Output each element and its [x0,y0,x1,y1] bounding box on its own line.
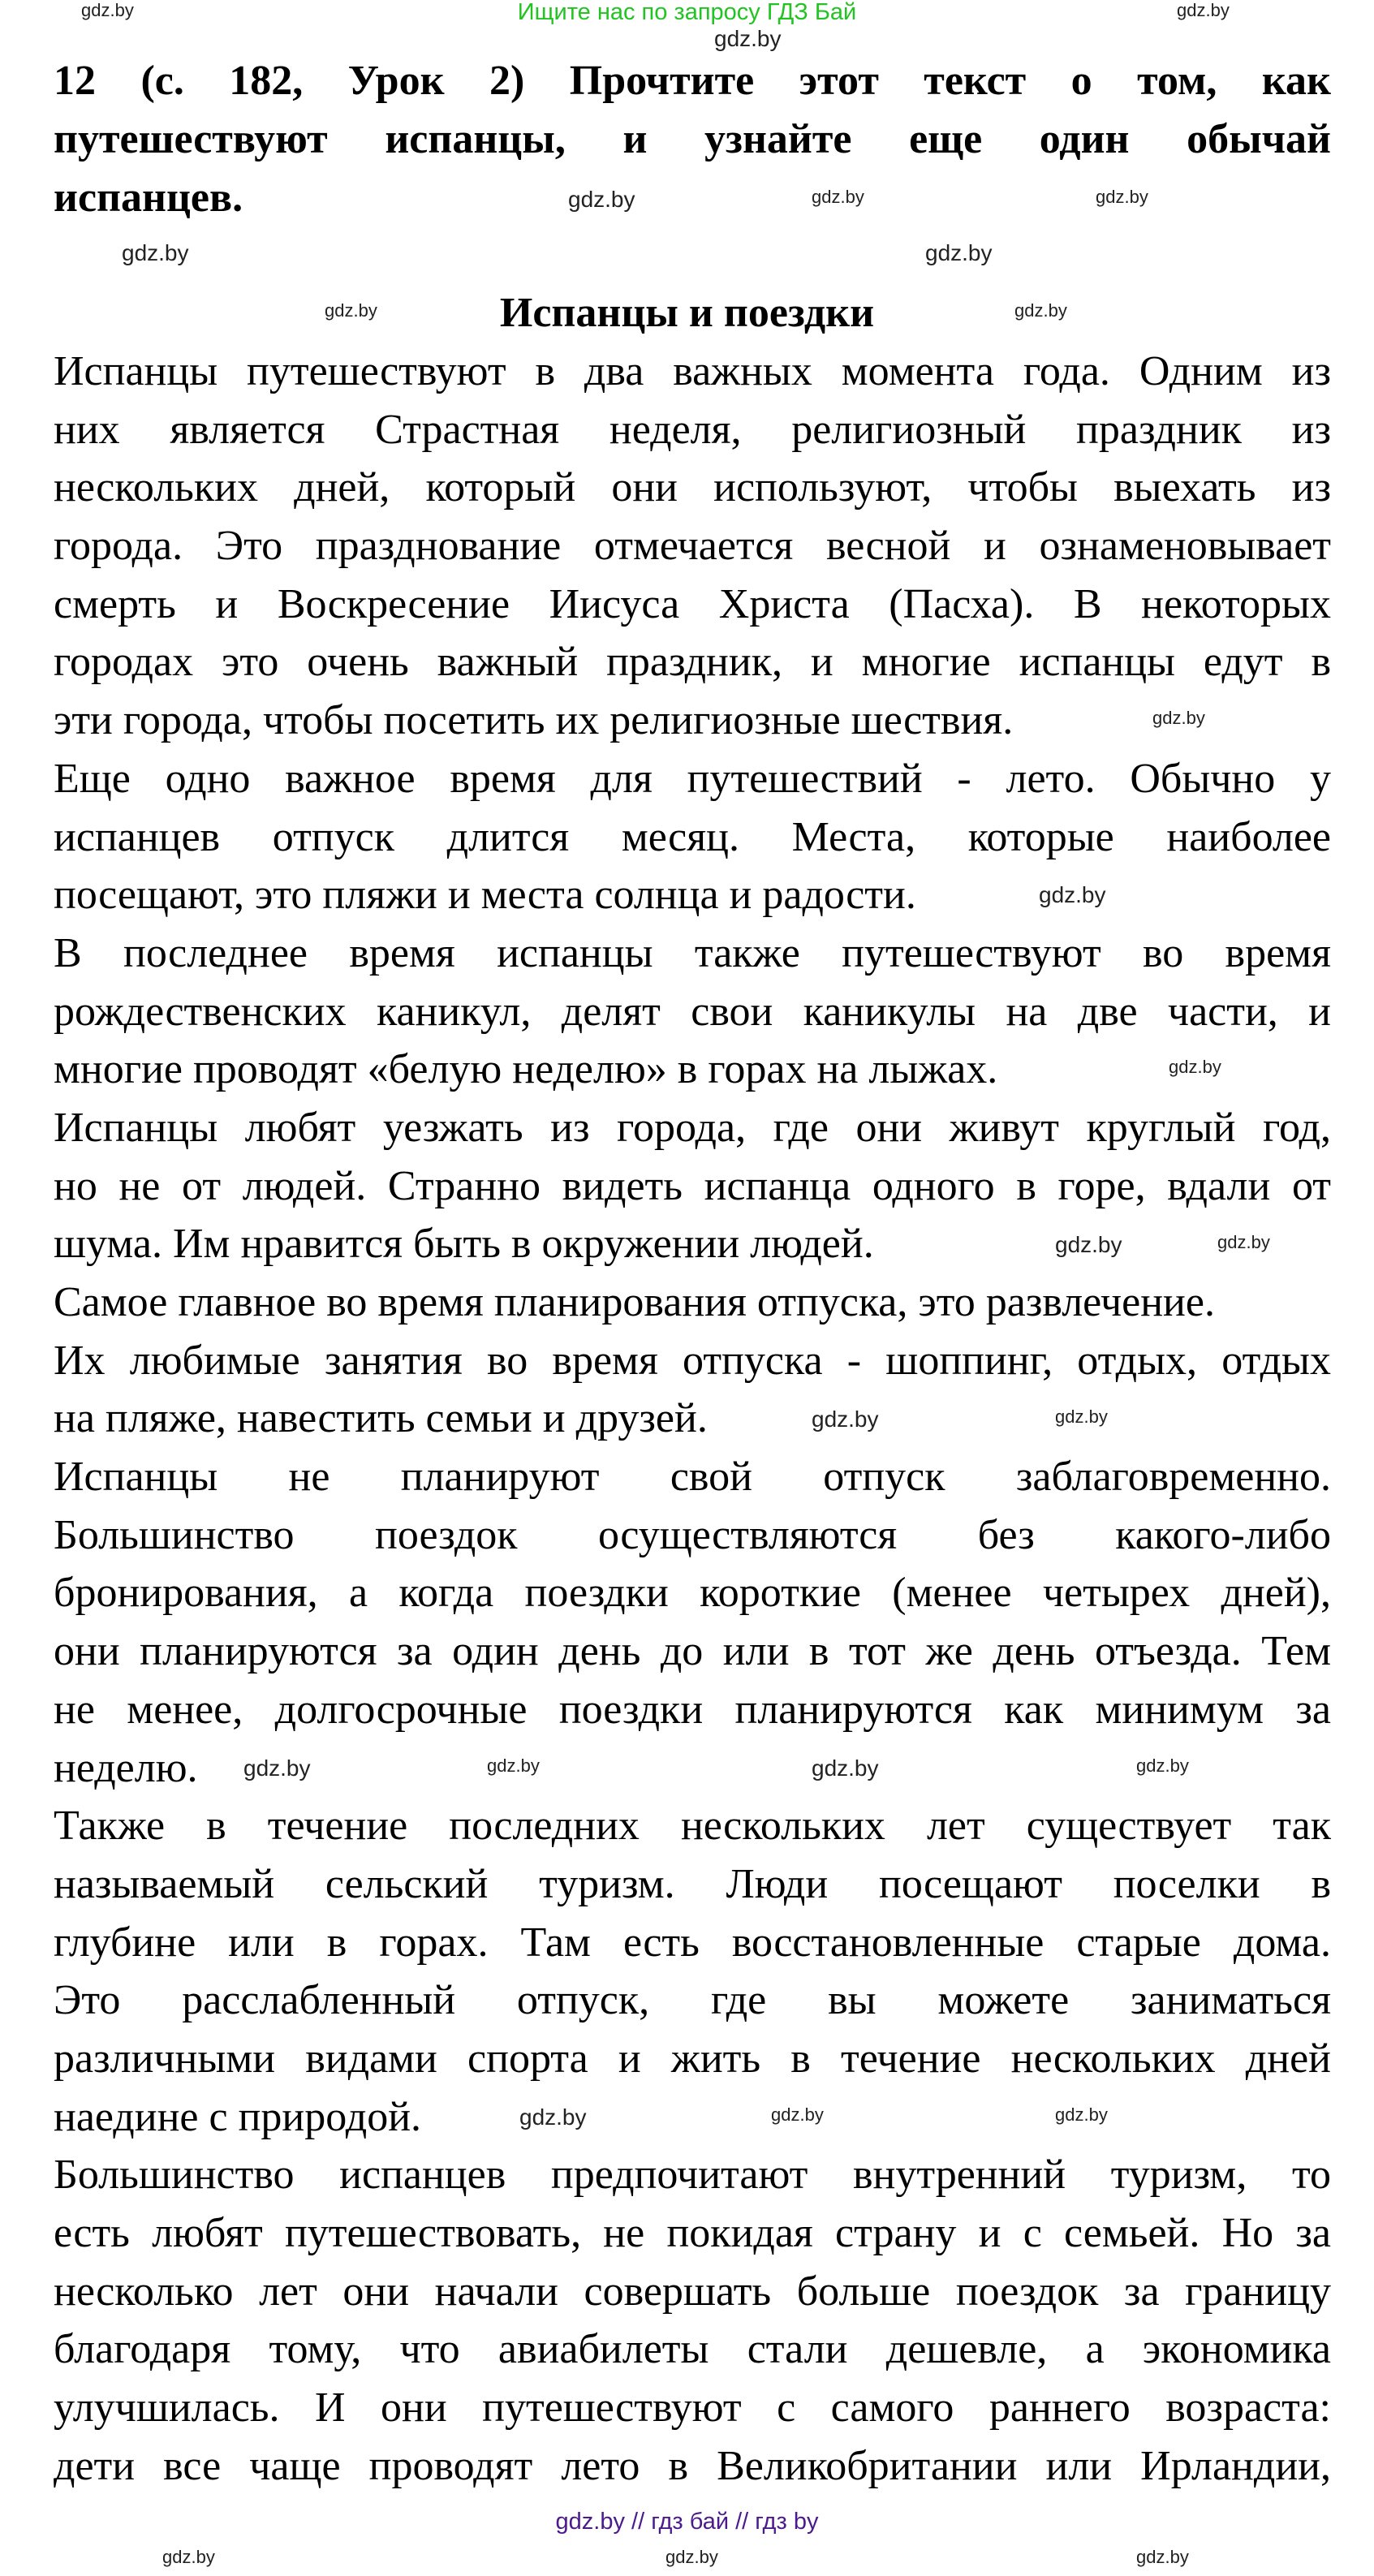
text-line: шума. Им нравится быть в окружении людей. [54,1221,874,1268]
text-line: Их любимые занятия во время отпуска - шоппинг, отдых, отдых [54,1337,1331,1384]
text-line: бронирования, а когда поездки короткие (менее четырех дней), [54,1570,1331,1617]
watermark: gdz.by [925,240,993,265]
watermark: gdz.by [325,300,377,321]
watermark: gdz.by [714,26,782,51]
text-line: Это расслабленный отпуск, где вы можете заниматься [54,1977,1331,2024]
watermark: gdz.by [1014,300,1067,321]
task-title-line: 12 (с. 182, Урок 2) Прочтите этот текст о том, как [54,58,1331,104]
text-line: различными видами спорта и жить в течение нескольких дней [54,2035,1331,2082]
watermark: gdz.by [1136,1755,1189,1776]
text-line: дети все чаще проводят лето в Великобритании или Ирландии, [54,2442,1331,2489]
text-line: эти города, чтобы посетить их религиозные шествия. [54,697,1014,744]
text-line: В последнее время испанцы также путешествуют во время [54,929,1331,976]
watermark: gdz.by [1136,2547,1189,2567]
text-line: неделю. [54,1744,198,1791]
text-line: не менее, долгосрочные поездки планируются как минимум за [54,1686,1331,1733]
footer-links[interactable]: gdz.by // гдз бай // гдз by [555,2509,819,2535]
watermark: gdz.by [1055,1406,1108,1427]
text-line: рождественских каникул, делят свои каникулы на две части, и [54,988,1331,1035]
watermark: gdz.by [771,2104,824,2125]
watermark: gdz.by [1217,1232,1270,1252]
watermark: gdz.by [1096,187,1148,207]
watermark: gdz.by [81,0,134,20]
watermark: gdz.by [1177,0,1230,20]
text-line: несколько лет они начали совершать больше поездок за границу [54,2268,1331,2315]
watermark: gdz.by [1055,2104,1108,2125]
watermark: gdz.by [122,240,189,265]
watermark: gdz.by [1169,1057,1221,1077]
watermark: gdz.by [162,2547,215,2567]
text-heading: Испанцы и поездки [499,290,875,336]
task-title-line: путешествуют испанцы, и узнайте еще один обычай [54,116,1331,162]
text-line: многие проводят «белую неделю» в горах на лыжах. [54,1046,998,1093]
task-title-line: испанцев. [54,174,243,221]
watermark: gdz.by [1039,882,1106,907]
text-line: посещают, это пляжи и места солнца и радости. [54,872,916,919]
text-line: нескольких дней, который они используют, чтобы выехать из [54,464,1331,511]
text-line: глубине или в горах. Там есть восстановленные старые дома. [54,1919,1331,1966]
watermark: gdz.by [487,1755,540,1776]
text-line: Большинство поездок осуществляются без какого-либо [54,1511,1331,1558]
text-line: Испанцы не планируют свой отпуск заблаговременно. [54,1454,1331,1501]
text-body [54,342,1331,2495]
search-hint-banner: Ищите нас по запросу ГДЗ Бай [517,0,857,25]
watermark: gdz.by [1152,708,1205,728]
text-line: городах это очень важный праздник, и многие испанцы едут в [54,639,1331,686]
watermark: gdz.by [519,2104,587,2130]
text-line: улучшилась. И они путешествуют с самого раннего возраста: [54,2384,1331,2432]
text-line: есть любят путешествовать, не покидая страну и с семьей. Но за [54,2210,1331,2256]
text-line: города. Это празднование отмечается весной и ознаменовывает [54,523,1331,570]
watermark: gdz.by [812,1755,879,1781]
text-line: Большинство испанцев предпочитают внутренний туризм, то [54,2152,1331,2199]
text-line: смерть и Воскресение Иисуса Христа (Пасха). В некоторых [54,580,1331,627]
text-line: но не от людей. Странно видеть испанца одного в горе, вдали от [54,1162,1331,1209]
text-line: на пляже, навестить семьи и друзей. [54,1395,708,1442]
text-line: испанцев отпуск длится месяц. Места, которые наиболее [54,813,1331,860]
text-line: Испанцы путешествуют в два важных момента года. Одним из [54,348,1331,394]
text-line: Также в течение последних нескольких лет существует так [54,1803,1331,1850]
watermark: gdz.by [665,2547,718,2567]
text-line: они планируются за один день до или в тот же день отъезда. Тем [54,1628,1331,1675]
text-line: называемый сельский туризм. Люди посещают поселки в [54,1860,1331,1907]
text-line: них является Страстная неделя, религиозный праздник из [54,406,1331,453]
text-line: наедине с природой. [54,2093,422,2140]
text-line: благодаря тому, что авиабилеты стали дешевле, а экономика [54,2326,1331,2373]
watermark: gdz.by [1055,1232,1122,1257]
text-line: Самое главное во время планирования отпуска, это развлечение. [54,1279,1215,1325]
text-line: Еще одно важное время для путешествий - лето. Обычно у [54,755,1331,802]
watermark: gdz.by [812,187,864,207]
text-line: Испанцы любят уезжать из города, где они живут круглый год, [54,1104,1331,1151]
watermark: gdz.by [568,187,635,212]
watermark: gdz.by [812,1406,879,1432]
watermark: gdz.by [243,1755,311,1781]
